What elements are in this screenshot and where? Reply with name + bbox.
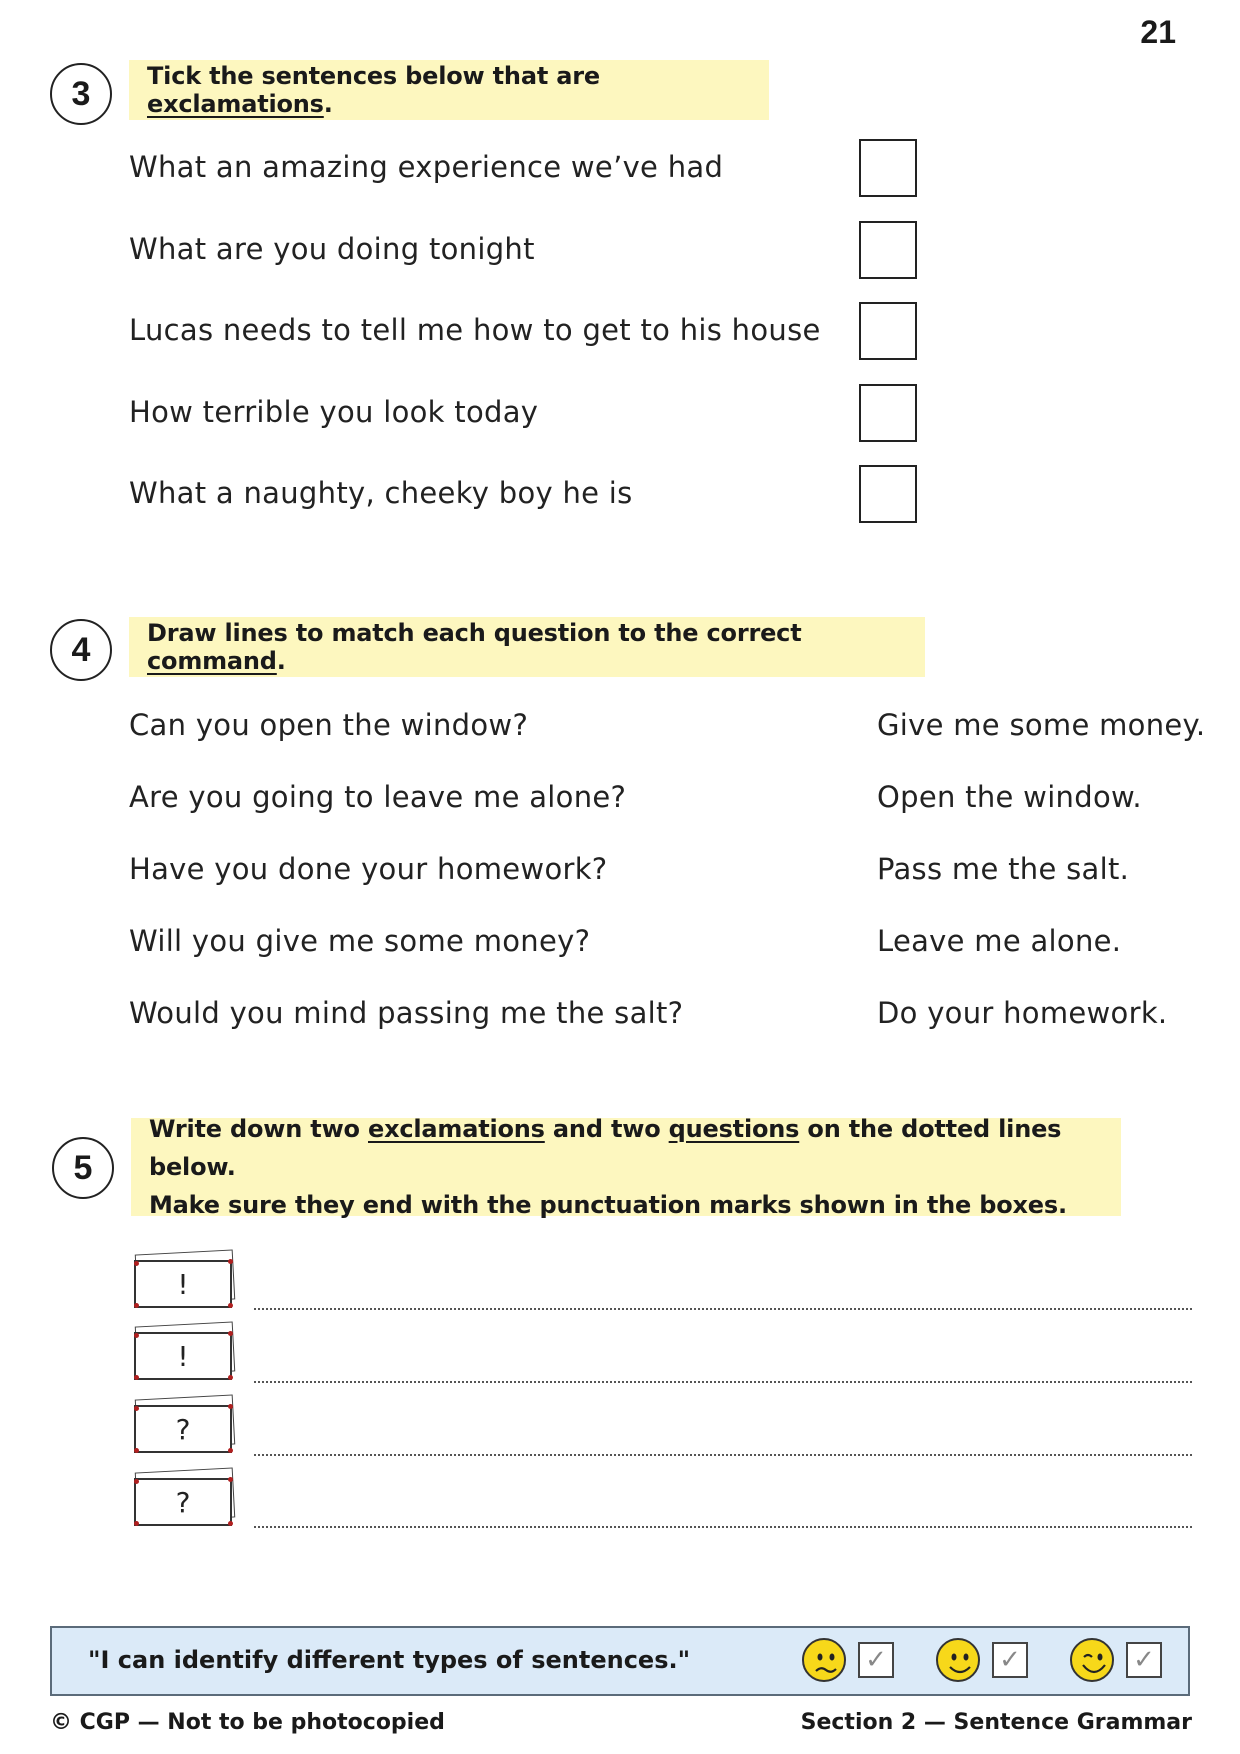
q5-instruction-line2: Make sure they end with the punctuation marks shown in the boxes. (149, 1191, 1067, 1219)
q3-tick-box[interactable] (859, 465, 917, 523)
page-number: 21 (1140, 14, 1176, 50)
q4-command: Give me some money. (877, 708, 1206, 742)
q3-sentence: What a naughty, cheeky boy he is (129, 476, 633, 510)
q4-command: Do your homework. (877, 996, 1168, 1030)
q3-sentence: Lucas needs to tell me how to get to his house (129, 313, 821, 347)
q5-keyword-questions: questions (668, 1115, 800, 1143)
q4-command: Pass me the salt. (877, 852, 1130, 886)
q4-question: Can you open the window? (129, 708, 529, 742)
self-assessment-tick-box[interactable]: ✓ (858, 1642, 894, 1678)
q5-answer-line[interactable] (254, 1526, 1192, 1528)
question-4-instruction (129, 617, 925, 677)
question-mark: ? (134, 1478, 232, 1526)
q5-answer-line[interactable] (254, 1454, 1192, 1456)
q4-question: Are you going to leave me alone? (129, 780, 627, 814)
question-3-instruction (129, 60, 769, 120)
self-assessment-tick-box[interactable]: ✓ (1126, 1642, 1162, 1678)
q3-sentence: What are you doing tonight (129, 232, 535, 266)
q5-answer-line[interactable] (254, 1381, 1192, 1383)
q3-keyword: exclamations (147, 90, 324, 118)
winking-face-icon (1070, 1638, 1114, 1682)
q3-tick-box[interactable] (859, 221, 917, 279)
q5-mark-card (132, 1328, 236, 1382)
question-5-instruction (131, 1115, 1121, 1219)
happy-face-icon (936, 1638, 980, 1682)
q4-question: Will you give me some money? (129, 924, 591, 958)
self-assessment-tick-box[interactable]: ✓ (992, 1642, 1028, 1678)
q3-tick-box[interactable] (859, 384, 917, 442)
question-4-number: 4 (50, 619, 112, 681)
q3-instruction-text: Tick the sentences below that are exclamations. (147, 62, 600, 118)
q4-command: Open the window. (877, 780, 1142, 814)
q4-command: Leave me alone. (877, 924, 1122, 958)
q3-tick-box[interactable] (859, 302, 917, 360)
q3-sentence: What an amazing experience we’ve had (129, 150, 724, 184)
q5-mark-card (132, 1256, 236, 1310)
q5-keyword-exclamations: exclamations (368, 1115, 545, 1143)
q4-keyword: command (147, 647, 277, 675)
question-3-number: 3 (50, 63, 112, 125)
q3-sentence: How terrible you look today (129, 395, 539, 429)
question-5-number: 5 (52, 1137, 114, 1199)
exclamation-mark: ! (134, 1260, 232, 1308)
self-assessment-box (50, 1626, 1190, 1696)
q5-instruction-line1: Write down two exclamations and two questions on the dotted lines below. (149, 1115, 1062, 1181)
unsure-face-icon (802, 1638, 846, 1682)
q4-question: Would you mind passing me the salt? (129, 996, 684, 1030)
q5-mark-card (132, 1474, 236, 1528)
q4-question: Have you done your homework? (129, 852, 608, 886)
self-assessment-statement: "I can identify different types of sentences." (88, 1646, 691, 1674)
q3-tick-box[interactable] (859, 139, 917, 197)
q5-answer-line[interactable] (254, 1308, 1192, 1310)
footer-copyright: © CGP — Not to be photocopied (50, 1710, 445, 1735)
footer-section-title: Section 2 — Sentence Grammar (800, 1710, 1192, 1735)
question-mark: ? (134, 1405, 232, 1453)
q4-instruction-text: Draw lines to match each question to the correct command. (147, 619, 802, 675)
q5-mark-card (132, 1401, 236, 1455)
exclamation-mark: ! (134, 1332, 232, 1380)
